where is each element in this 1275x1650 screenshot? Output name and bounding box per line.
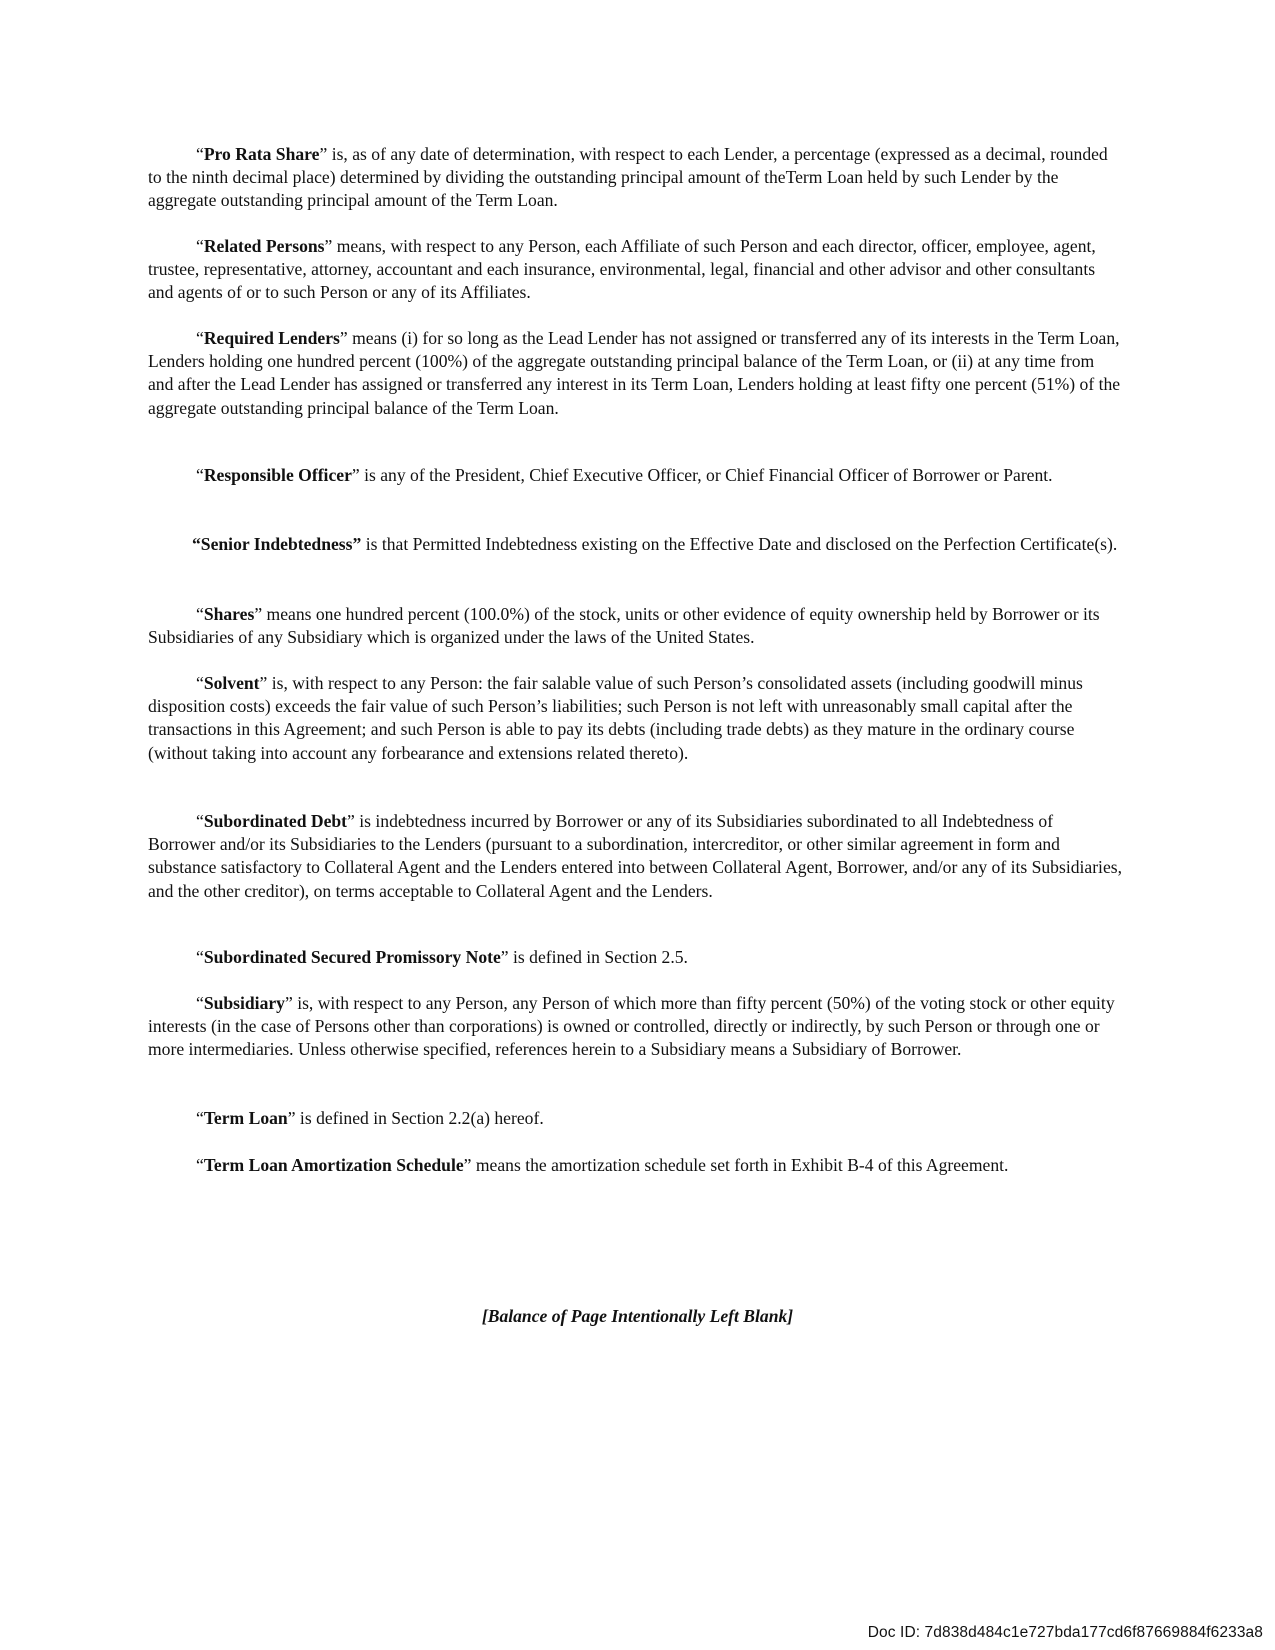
definition-subordinated-debt: “Subordinated Debt” is indebtedness incurred by Borrower or any of its Subsidiaries subordinated to all Indebtedness of Borrower and/or its Subsidiaries to the Lenders (pursuant to a subordination, intercreditor, or other similar agreement in form and substance satisfactory to Collateral Agent and the Lenders entered into between Collateral Agent, Borrower, and/or any of its Subsidiaries, and the other creditor), on terms acceptable to Collateral Agent and the Lenders. — [148, 811, 1123, 901]
definition-text: is any of the President, Chief Executive Officer, or Chief Financial Officer of Borrower or Parent. — [359, 465, 1053, 485]
definition-senior-indebtedness: “Senior Indebtedness” is that Permitted Indebtedness existing on the Effective Date and disclosed on the Perfection Certificate(s). — [192, 534, 1118, 554]
definition-responsible-officer: “Responsible Officer” is any of the President, Chief Executive Officer, or Chief Financial Officer of Borrower or Parent. — [196, 465, 1053, 485]
defined-term: Shares — [203, 604, 255, 624]
balance-of-page-note: [Balance of Page Intentionally Left Blank] — [481, 1306, 794, 1326]
definition-subsidiary: “Subsidiary” is, with respect to any Person, any Person of which more than fifty percent (50%) of the voting stock or other equity interests (in the case of Persons other than corporations) is owned or controlled, directly or indirectly, by such Person or through one or more intermediaries. Unless otherwise specified, references herein to a Subsidiary means a Subsidiary of Borrower. — [148, 993, 1115, 1060]
defined-term: Subsidiary — [203, 993, 285, 1013]
definition-text: is defined in Section 2.5. — [508, 947, 688, 967]
defined-term: Subordinated Secured Promissory Note — [203, 947, 501, 967]
defined-term: Related Persons — [203, 236, 325, 256]
definition-text: is, with respect to any Person, any Person of which more than fifty percent (50%) of the voting stock or other equity interests (in the case of Persons other than corporations) is owned or controlled, directly or indirectly, by such Person or through one or more intermediaries. Unless otherwise specified, references herein to a Subsidiary means a Subsidiary of Borrower. — [148, 993, 1115, 1060]
defined-term: Senior Indebtedness — [200, 534, 353, 554]
definition-text: means the amortization schedule set forth in Exhibit B-4 of this Agreement. — [471, 1155, 1009, 1175]
definition-text: means one hundred percent (100.0%) of the stock, units or other evidence of equity ownership held by Borrower or its Subsidiaries of any Subsidiary which is organized under the laws of the United States. — [148, 604, 1100, 648]
definition-text: means (i) for so long as the Lead Lender has not assigned or transferred any of its interests in the Term Loan, Lenders holding one hundred percent (100%) of the aggregate outstanding principal balance of the Term Loan, or (ii) at any time from and after the Lead Lender has assigned or transferred any interest in its Term Loan, Lenders holding at least fifty one percent (51%) of the aggregate outstanding principal balance of the Term Loan. — [148, 328, 1121, 418]
defined-term: Solvent — [203, 673, 260, 693]
definition-subordinated-secured-promissory-note: “Subordinated Secured Promissory Note” is defined in Section 2.5. — [196, 947, 688, 967]
definition-term-loan: “Term Loan” is defined in Section 2.2(a) hereof. — [196, 1108, 544, 1128]
definition-text: is, with respect to any Person: the fair salable value of such Person’s consolidated assets (including goodwill minus disposition costs) exceeds the fair value of such Person’s liabilities; such Person is not left with unreasonably small capital after the transactions in this Agreement; and such Person is able to pay its debts (including trade debts) as they mature in the ordinary course (without taking into account any forbearance and extensions related thereto). — [148, 673, 1083, 763]
defined-term: Responsible Officer — [203, 465, 352, 485]
definition-text: is that Permitted Indebtedness existing on the Effective Date and disclosed on the Perfection Certificate(s). — [361, 534, 1118, 554]
definition-shares: “Shares” means one hundred percent (100.0%) of the stock, units or other evidence of equity ownership held by Borrower or its Subsidiaries of any Subsidiary which is organized under the laws of the United States. — [148, 604, 1100, 648]
definition-text: means, with respect to any Person, each Affiliate of such Person and each director, officer, employee, agent, trustee, representative, attorney, accountant and each insurance, environmental, legal, financial and other advisor and other consultants and agents of or to such Person or any of its Affiliates. — [148, 236, 1096, 303]
doc-id-footer: Doc ID: 7d838d484c1e727bda177cd6f87669884f6233a8 — [867, 1624, 1263, 1641]
definition-text: is defined in Section 2.2(a) hereof. — [295, 1108, 544, 1128]
defined-term: Term Loan — [203, 1108, 288, 1128]
definition-required-lenders: “Required Lenders” means (i) for so long as the Lead Lender has not assigned or transferred any of its interests in the Term Loan, Lenders holding one hundred percent (100%) of the aggregate outstanding principal balance of the Term Loan, or (ii) at any time from and after the Lead Lender has assigned or transferred any interest in its Term Loan, Lenders holding at least fifty one percent (51%) of the aggregate outstanding principal balance of the Term Loan. — [148, 328, 1121, 418]
definition-related-persons: “Related Persons” means, with respect to any Person, each Affiliate of such Person and each director, officer, employee, agent, trustee, representative, attorney, accountant and each insurance, environmental, legal, financial and other advisor and other consultants and agents of or to such Person or any of its Affiliates. — [148, 236, 1096, 303]
definition-text: is, as of any date of determination, with respect to each Lender, a percentage (expressed as a decimal, rounded to the ninth decimal place) determined by dividing the outstanding principal amount of theTerm Loan held by such Lender by the aggregate outstanding principal amount of the Term Loan. — [148, 144, 1108, 211]
definition-term-loan-amortization-schedule: “Term Loan Amortization Schedule” means the amortization schedule set forth in Exhibit B-4 of this Agreement. — [196, 1155, 1009, 1175]
defined-term: Subordinated Debt — [203, 811, 348, 831]
defined-term: Term Loan Amortization Schedule — [203, 1155, 464, 1175]
definition-pro-rata-share: “Pro Rata Share” is, as of any date of determination, with respect to each Lender, a percentage (expressed as a decimal, rounded to the ninth decimal place) determined by dividing the outstanding principal amount of theTerm Loan held by such Lender by the aggregate outstanding principal amount of the Term Loan. — [148, 144, 1108, 211]
definition-solvent: “Solvent” is, with respect to any Person: the fair salable value of such Person’s consolidated assets (including goodwill minus disposition costs) exceeds the fair value of such Person’s liabilities; such Person is not left with unreasonably small capital after the transactions in this Agreement; and such Person is able to pay its debts (including trade debts) as they mature in the ordinary course (without taking into account any forbearance and extensions related thereto). — [148, 673, 1083, 763]
defined-term: Pro Rata Share — [203, 144, 320, 164]
definition-text: is indebtedness incurred by Borrower or any of its Subsidiaries subordinated to all Indebtedness of Borrower and/or its Subsidiaries to the Lenders (pursuant to a subordination, intercreditor, or other similar agreement in form and substance satisfactory to Collateral Agent and the Lenders entered into between Collateral Agent, Borrower, and/or any of its Subsidiaries, and the other creditor), on terms acceptable to Collateral Agent and the Lenders. — [148, 811, 1123, 901]
defined-term: Required Lenders — [203, 328, 340, 348]
